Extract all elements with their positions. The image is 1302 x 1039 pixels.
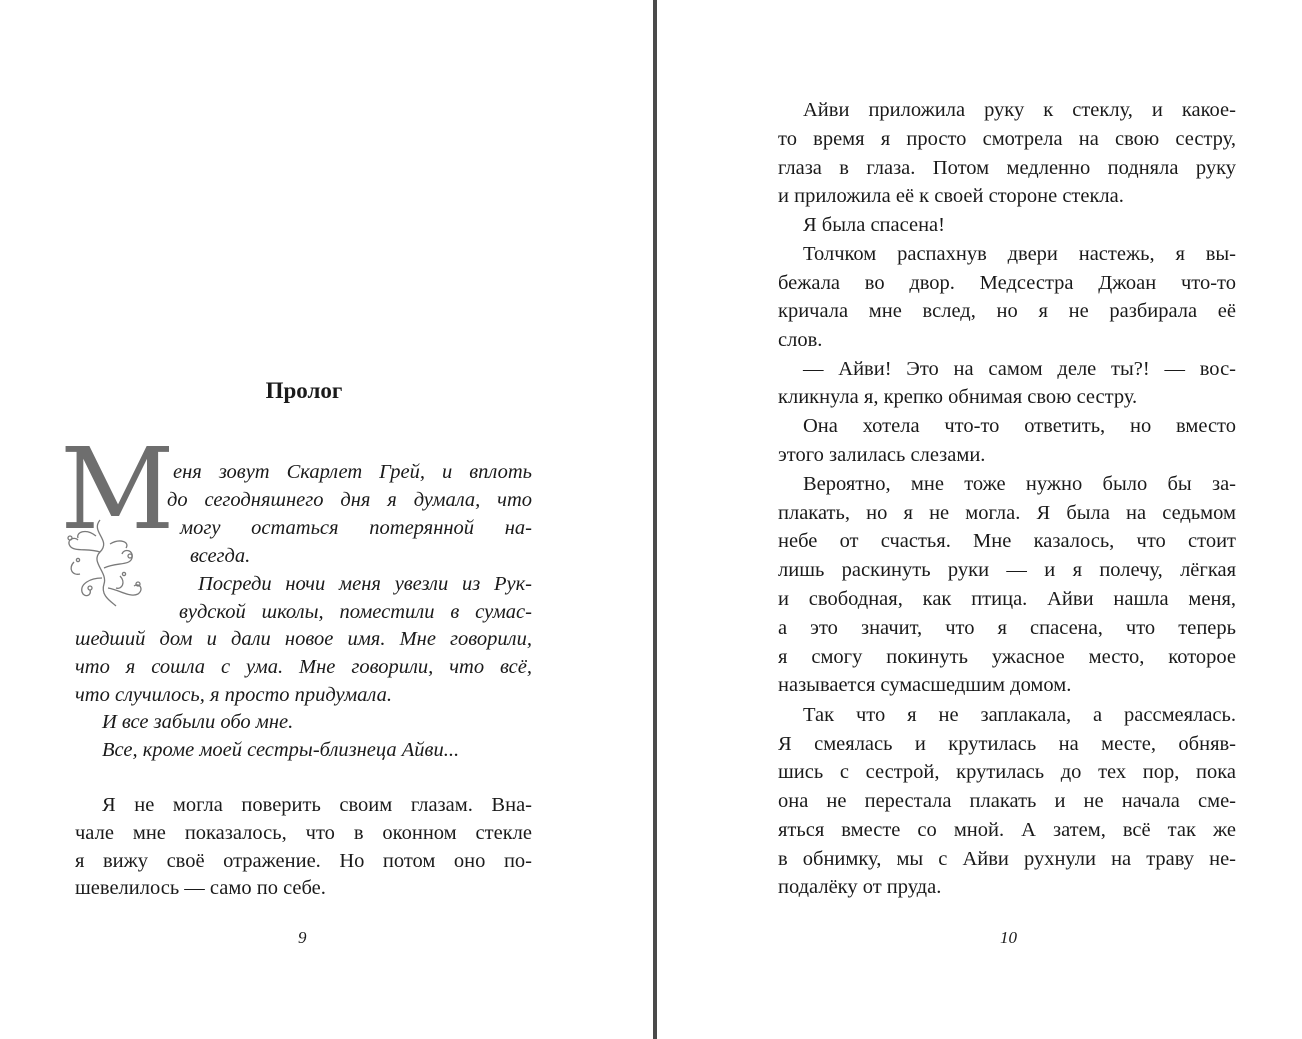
body-line: этого залилась слезами.: [778, 444, 986, 466]
epigraph-line: Посреди ночи меня увезли из Рук-: [198, 573, 532, 595]
body-line: то время я просто смотрела на свою сестру,: [778, 128, 1236, 150]
epigraph-line: Все, кроме моей сестры-близнеца Айви...: [102, 739, 460, 761]
epigraph-line: вудской школы, поместили в сумас-: [179, 601, 532, 623]
body-line: называется сумасшедшим домом.: [778, 674, 1072, 696]
book-spine: [653, 0, 657, 1039]
body-line: — Айви! Это на самом деле ты?! — вос-: [803, 358, 1236, 380]
epigraph-line: еня зовут Скарлет Грей, и вплоть: [173, 461, 532, 483]
body-line: шевелилось — само по себе.: [75, 877, 326, 899]
epigraph-line: шедший дом и дали новое имя. Мне говорили,: [75, 628, 532, 650]
drop-cap-letter: М: [60, 425, 175, 555]
body-line: Я смеялась и крутилась на месте, обняв-: [778, 733, 1236, 755]
body-line: слов.: [778, 329, 823, 351]
body-line: она не перестала плакать и не начала сме-: [778, 790, 1236, 812]
body-line: кликнула я, крепко обнимая свою сестру.: [778, 386, 1138, 408]
body-line: шись с сестрой, крутилась до тех пор, пока: [778, 761, 1236, 783]
body-line: небе от счастья. Мне казалось, что стоит: [778, 530, 1236, 552]
body-line: Вероятно, мне тоже нужно было бы за-: [803, 473, 1236, 495]
body-line: и приложила её к своей стороне стекла.: [778, 185, 1124, 207]
body-line: Толчком распахнув двери настежь, я вы-: [803, 243, 1236, 265]
page-number: 10: [1000, 928, 1017, 947]
body-line: кричала мне вслед, но я не разбирала её: [778, 300, 1236, 322]
body-line: подалёку от пруда.: [778, 876, 942, 898]
epigraph-line: что я сошла с ума. Мне говорили, что всё,: [75, 656, 532, 678]
body-line: Она хотела что-то ответить, но вместо: [803, 415, 1236, 437]
body-line: я вижу своё отражение. Но потом оно по-: [75, 850, 532, 872]
body-line: лишь раскинуть руки — и я полечу, лёгкая: [778, 559, 1236, 581]
right-page: [658, 0, 1302, 1039]
epigraph-line: до сегодняшнего дня я думала, что: [167, 489, 532, 511]
body-line: чале мне показалось, что в оконном стекле: [75, 822, 532, 844]
body-line: я смогу покинуть ужасное место, которое: [778, 646, 1236, 668]
body-line: Я не могла поверить своим глазам. Вна-: [102, 794, 532, 816]
epigraph-line: И все забыли обо мне.: [102, 711, 294, 733]
drop-cap: [60, 425, 175, 608]
body-line: Так что я не заплакала, а рассмеялась.: [803, 704, 1236, 726]
epigraph-line: что случилось, я просто придумала.: [75, 684, 392, 706]
body-line: бежала во двор. Медсестра Джоан что-то: [778, 272, 1236, 294]
body-line: и свободная, как птица. Айви нашла меня,: [778, 588, 1236, 610]
body-line: Я была спасена!: [803, 214, 945, 236]
body-line: плакать, но я не могла. Я была на седьмом: [778, 502, 1236, 524]
chapter-title: Пролог: [265, 378, 343, 403]
body-line: в обнимку, мы с Айви рухнули на траву не-: [778, 848, 1236, 870]
epigraph-line: могу остаться потерянной на-: [180, 517, 532, 539]
flourish-ornament-icon: [60, 518, 170, 608]
body-line: Айви приложила руку к стеклу, и какое-: [803, 99, 1236, 121]
body-line: глаза в глаза. Потом медленно подняла руку: [778, 157, 1236, 179]
page-number: 9: [298, 928, 307, 947]
body-line: а это значит, что я спасена, что теперь: [778, 617, 1236, 639]
body-line: яться вместе со мной. А затем, всё так же: [778, 819, 1236, 841]
epigraph-line: всегда.: [190, 545, 251, 567]
